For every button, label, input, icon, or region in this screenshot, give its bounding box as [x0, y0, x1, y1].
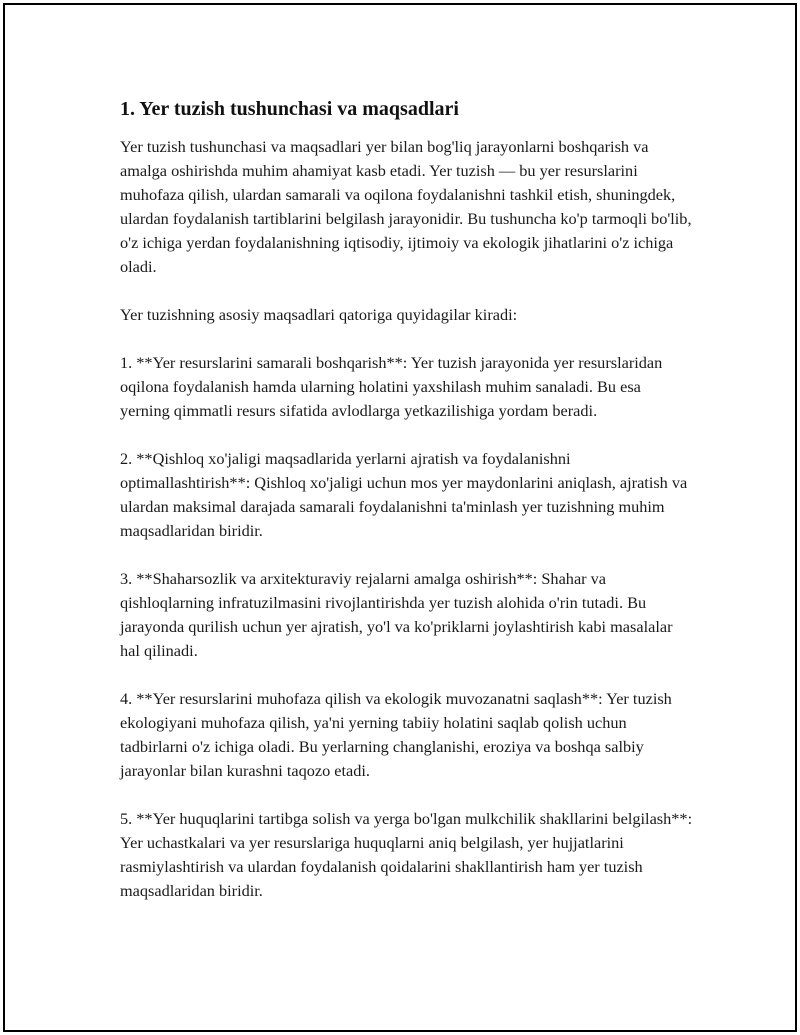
goal-item-3: 3. **Shaharsozlik va arxitekturaviy rejalarni amalga oshirish**: Shahar va qishloqlarning infratuzilmasini rivojlantirishda yer tuzish alohida o'rin tutadi. Bu jarayonda qurilish uchun yer ajratish, yo'l va ko'priklarni joylashtirish kabi masalalar hal qilinadi.: [120, 569, 673, 660]
list-lead-paragraph: Yer tuzishning asosiy maqsadlari qatoriga quyidagilar kiradi:: [120, 305, 518, 324]
goal-item-1: 1. **Yer resurslarini samarali boshqarish**: Yer tuzish jarayonida yer resurslaridan oqilona foydalanish hamda ularning holatini yaxshilash muhim sanaladi. Bu esa yerning qimmatli resurs sifatida avlodlarga yetkazilishiga yordam beradi.: [120, 353, 663, 420]
page-frame: [3, 3, 797, 1032]
intro-paragraph: Yer tuzish tushunchasi va maqsadlari yer bilan bog'liq jarayonlarni boshqarish va amalga oshirishda muhim ahamiyat kasb etadi. Yer tuzish — bu yer resurslarini muhofaza qilish, ulardan samarali va oqilona foydalanishni tashkil etish, shuningdek, ulardan foydalanish tartiblarini belgilash jarayonidir. Bu tushuncha ko'p tarmoqli bo'lib, o'z ichiga yerdan foydalanishning iqtisodiy, ijtimoiy va ekologik jihatlarini o'z ichiga oladi.: [120, 137, 692, 276]
goal-item-4: 4. **Yer resurslarini muhofaza qilish va ekologik muvozanatni saqlash**: Yer tuzish ekologiyani muhofaza qilish, ya'ni yerning tabiiy holatini saqlab qolish uchun tadbirlarni o'z ichiga oladi. Bu yerlarning changlanishi, eroziya va boshqa salbiy jarayonlar bilan kurashni taqozo etadi.: [120, 689, 672, 780]
goal-item-2: 2. **Qishloq xo'jaligi maqsadlarida yerlarni ajratish va foydalanishni optimallashtirish**: Qishloq xo'jaligi uchun mos yer maydonlarini aniqlash, ajratish va ulardan maksimal darajada samarali foydalanishni ta'minlash yer tuzishning muhim maqsadlaridan biridir.: [120, 449, 688, 540]
goal-item-5: 5. **Yer huquqlarini tartibga solish va yerga bo'lgan mulkchilik shakllarini belgilash**: Yer uchastkalari va yer resurslariga huquqlarni aniq belgilash, yer hujjatlarini rasmiylashtirish va ulardan foydalanish qoidalarini shakllantirish ham yer tuzish maqsadlaridan biridir.: [120, 809, 693, 900]
section-heading: 1. Yer tuzish tushunchasi va maqsadlari: [120, 98, 459, 120]
document-body: [118, 97, 693, 903]
